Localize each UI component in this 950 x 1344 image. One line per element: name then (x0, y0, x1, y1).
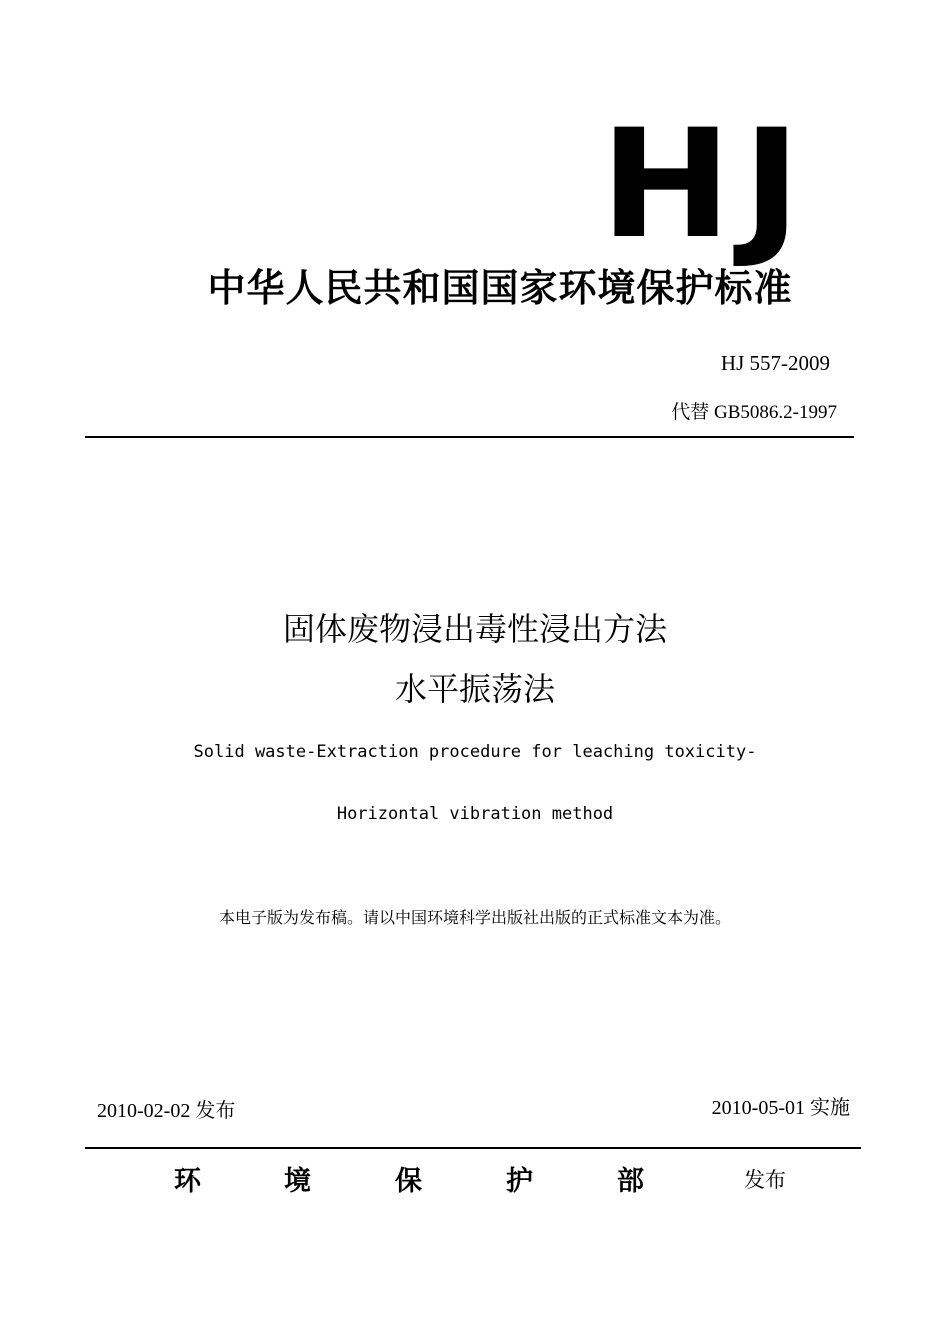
national-standard-title: 中华人民共和国国家环境保护标准 (207, 266, 793, 310)
hj-logo: HJ (600, 98, 812, 272)
electronic-version-notice: 本电子版为发布稿。请以中国环境科学出版社出版的正式标准文本为准。 (218, 908, 731, 927)
implementation-date: 2010-05-01 实施 (711, 1097, 850, 1119)
standard-number: HJ 557-2009 (720, 351, 830, 375)
header-divider (85, 436, 854, 438)
issuer-name-char: 保 (395, 1166, 422, 1197)
replaced-standard: 代替 GB5086.2-1997 (671, 402, 837, 423)
english-title-line-1: Solid waste-Extraction procedure for leaching toxicity- (193, 742, 757, 762)
issuer-verb: 发布 (744, 1168, 786, 1192)
issuer-name-char: 护 (506, 1166, 533, 1197)
footer-divider (85, 1147, 861, 1149)
issue-date: 2010-02-02 发布 (97, 1100, 236, 1122)
issuer-name-char: 境 (284, 1166, 311, 1197)
english-title-line-2: Horizontal vibration method (336, 804, 614, 824)
chinese-title-line-2: 水平振荡法 (394, 670, 555, 708)
chinese-title-line-1: 固体废物浸出毒性浸出方法 (282, 610, 667, 648)
issuer-name-char: 部 (617, 1166, 644, 1197)
issuer-name-char: 环 (174, 1166, 201, 1197)
